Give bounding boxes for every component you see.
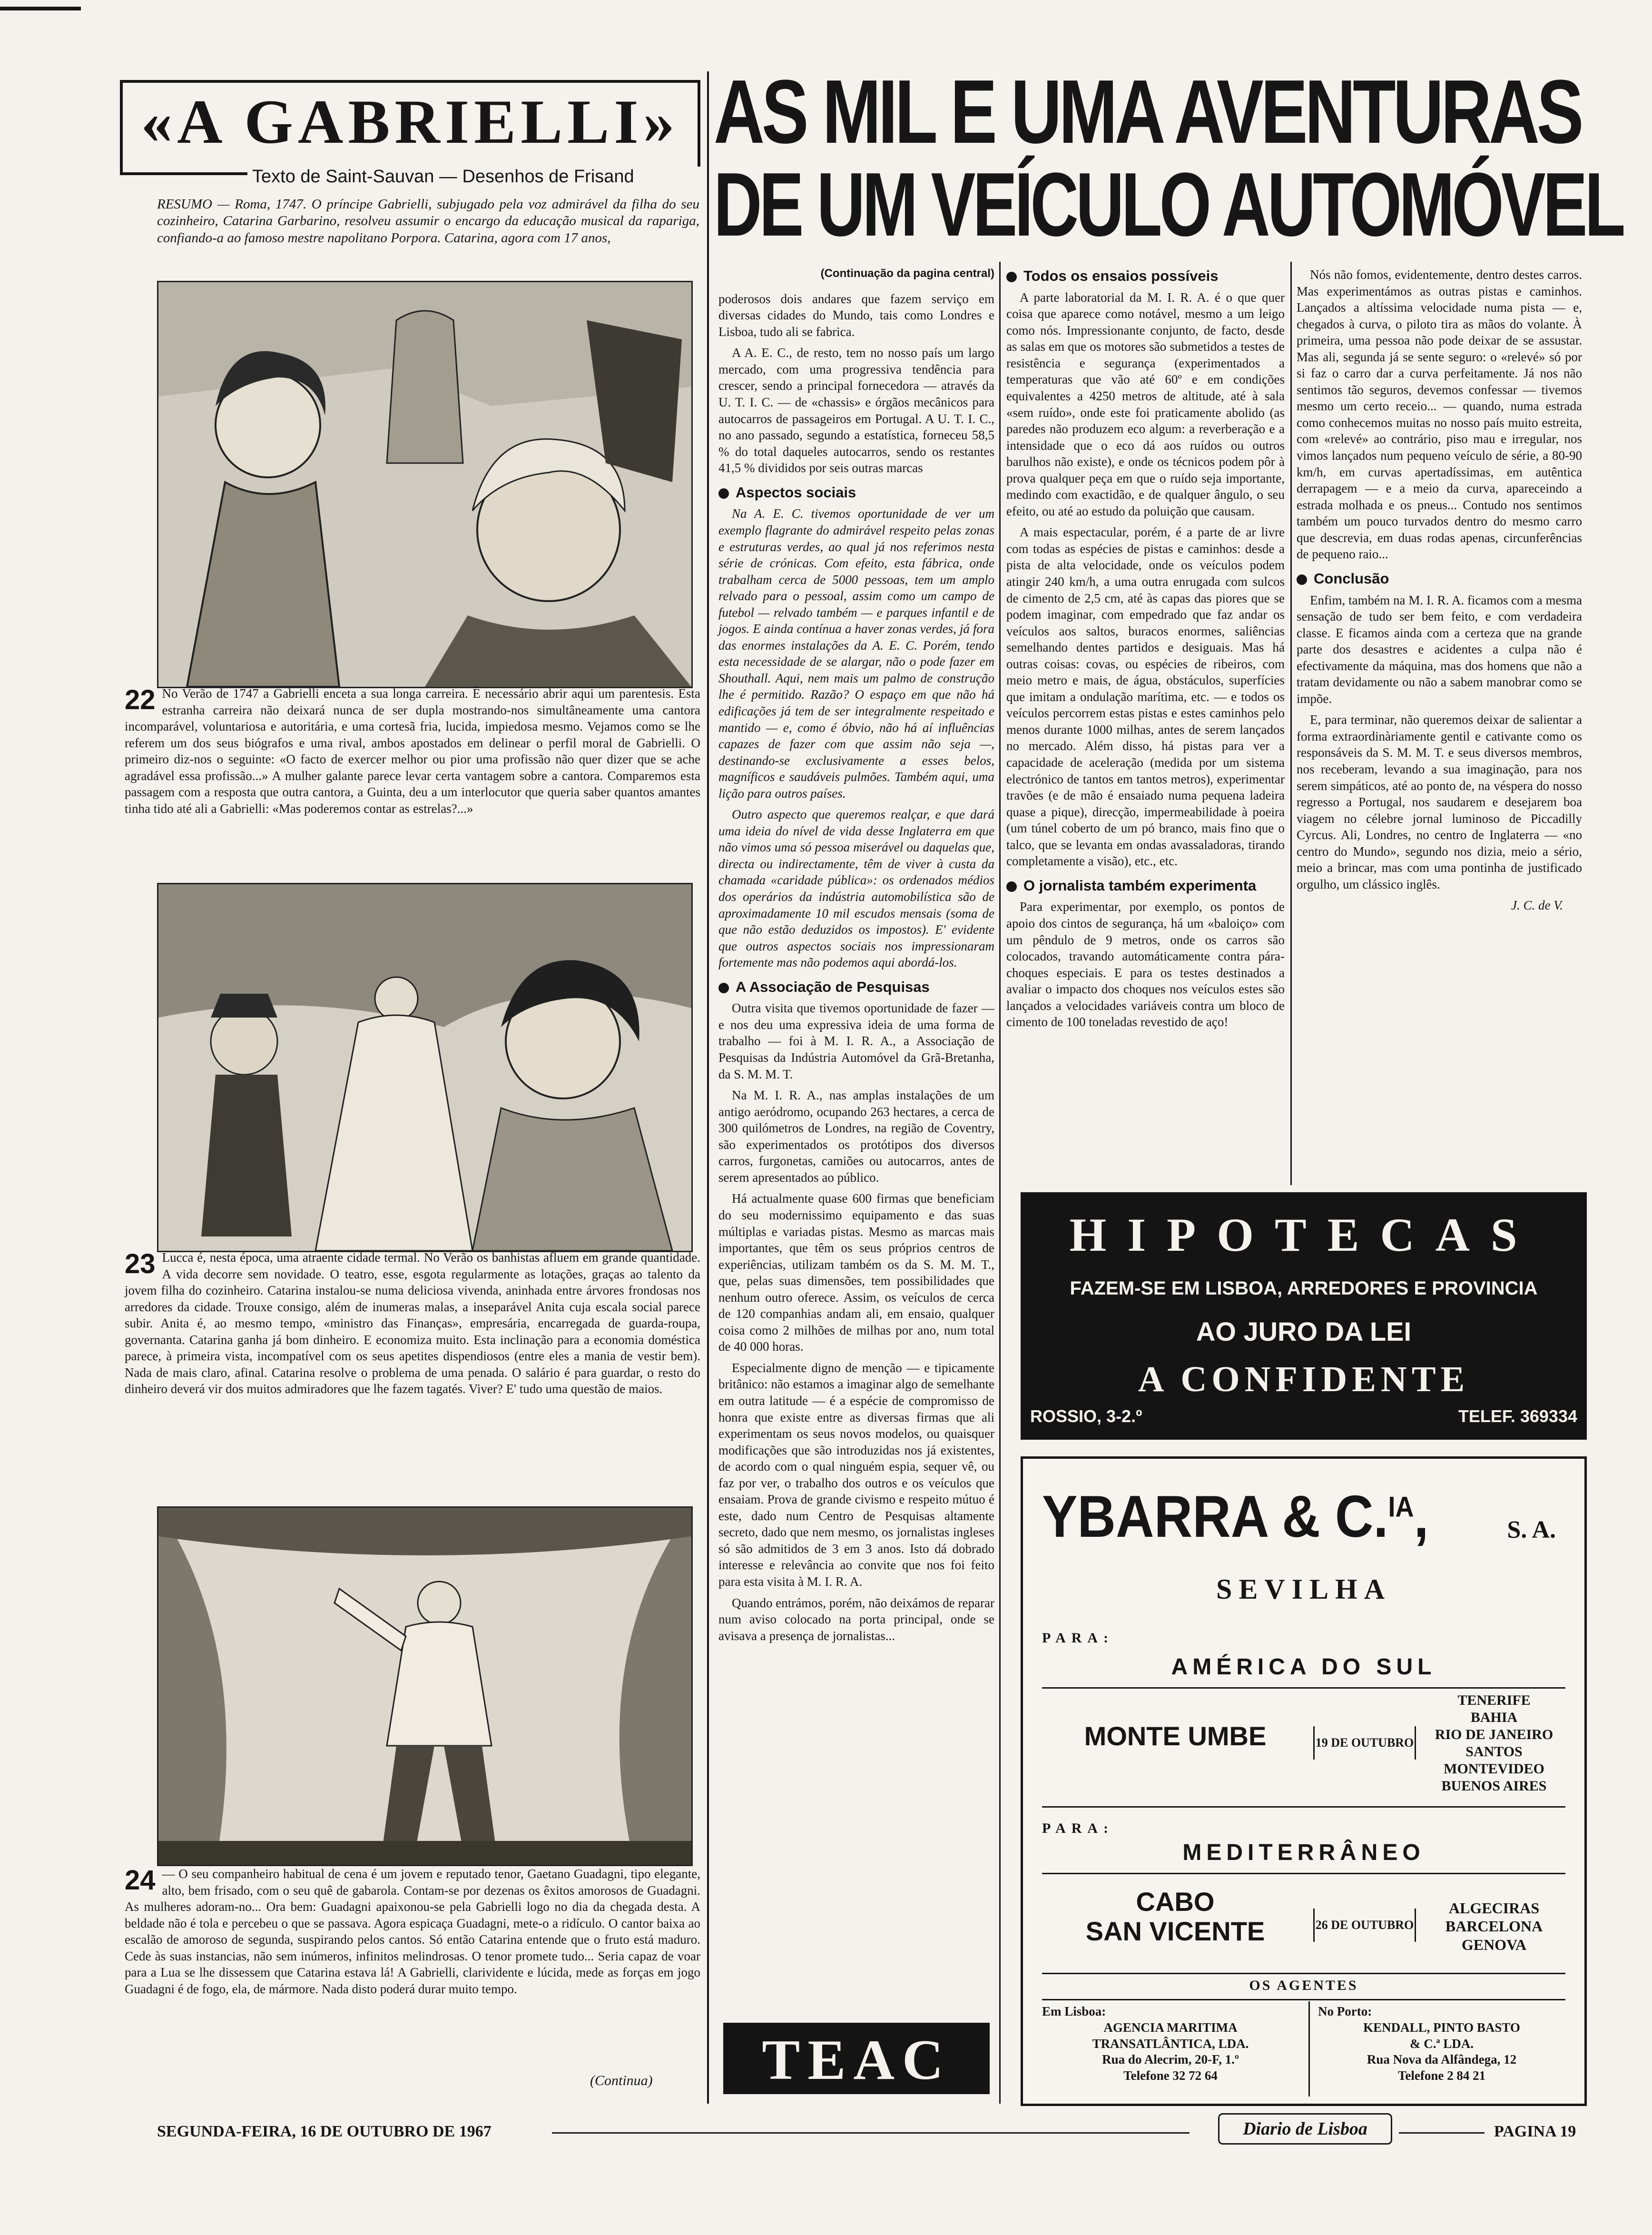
ad-teac xyxy=(723,2023,990,2094)
ybarra-para-2: PARA: xyxy=(1042,1820,1114,1836)
continuation-note: (Continuação da pagina central) xyxy=(820,267,994,280)
bullet-icon xyxy=(1297,574,1307,585)
article-paragraph: Especialmente digno de menção — e tipicamente britânico: não estamos a imaginar algo de semelhante em outra latitude — é a espécie de compromisso de honra que existe entre as diversas firmas que ali experimentam os seus novos modelos, ou quaisquer modificações que são introduzidas nos já existentes, de acordo com o qual ninguém espia, sequer vê, ou faz por ver, o trabalho dos outros e os veículos que ensaiam. Prova de grande civismo e respeito mútuo é este, dado num Centro de Pesquisas altamente secreto, dado que nem mesmo, os jornalistas ingleses só são admitidos de 3 em 3 anos. Isto dá dobrado interesse e relevância ao convite que nos foi feito para esta visita à M. I. R. A. xyxy=(718,1360,994,1589)
panel-number: 24 xyxy=(125,1865,156,1896)
illustration-panel-22 xyxy=(157,281,693,688)
ad-hipotecas-title: HIPOTECAS xyxy=(1069,1208,1538,1261)
article-paragraph: A mais espectacular, porém, é a parte de ar livre com todas as espécies de pistas e caminhos: desde a pista de alta velocidade, onde os veículos podem atingir 240 km/h, a uma outra enrugada com sulcos de cimento de 2,5 cm, até às capas das piores que se podem imaginar, com empedrado que faz andar os veículos aos saltos, buracos enormes, saliências semelhando dentes partidos e desiguais. Mas há outras coisas: covas, ou espécies de ribeiros, com meio metro e mais, de água, obstáculos, superfícies que imitam a ondulação marítima, etc. — e todos os veículos percorrem estas pistas e estes caminhos pelo menos durante 1000 milhas, antes de serem lançados no mercado. Além disso, há pistas para ver a capacidade de aceleração (medida por um sistema electrónico de tantos em tantos metros), experimentar travões (e de mão é ensaiado numa pequena ladeira quase a pique), direcção, impermeabilidade à poeira (um túnel coberto de um pó branco, mais fino que o talco, que se levanta em ondas avassaladoras, tirando completamente a visão), etc., etc. xyxy=(1006,525,1285,869)
port-name: MONTEVIDEO xyxy=(1444,1761,1544,1777)
ybarra-agents-title: OS AGENTES xyxy=(1249,1978,1358,1993)
footer-rule-left xyxy=(552,2132,1190,2134)
ybarra-ship-1: MONTE UMBE xyxy=(1084,1721,1267,1751)
article-headline-2: DE UM VEÍCULO AUTOMÓVEL xyxy=(714,154,1623,255)
subhead-ensaios: Todos os ensaios possíveis xyxy=(1006,267,1285,286)
article-paragraph: A parte laboratorial da M. I. R. A. é o que quer coisa que aparece como notável, mesmo a um leigo como nós. Impressionante conjunto, de facto, desde as salas em que os motores são submetidos a testes de resistência e segurança (experimentados a temperaturas que vão até 60º e em condições equivalentes a 4250 metros de altitude, até à sala «sem ruído», onde este foi praticamente abolido (as paredes não produzem eco algum: a reverberação e a intensidade que o eco dá aos ruídos ou outros barulhos não existe), e onde os técnicos podem pôr à prova qualquer peça em que o ruído seja importante, medindo com exactidão, e de qualquer ângulo, o seu efeito, ou até ao estudo da poluição que causam. xyxy=(1006,290,1285,518)
article-paragraph: Outro aspecto que queremos realçar, e que dará uma ideia do nível de vida desse Inglaterra em que não vimos uma só pessoa miserável ou daquelas que, directa ou indirectamente, têm de viver à custa da chamada «caridade pública»: os ordenados médios dos operários da indústria automobilística são de aproximadamente 10 mil escudos mensais (soma de que não estão deduzidos os impostos). E' evidente que outros aspectos sociais nos impressionaram fortemente mas não podemos aqui abordá-los. xyxy=(718,807,994,970)
article-paragraph: Nós não fomos, evidentemente, dentro destes carros. Mas experimentámos as outras pistas e caminhos. Lançados a altíssima velocidade numa pista — e, chegados à curva, o piloto tira as mãos do volante. À primeira, uma pessoa não pode deixar de se assustar. Mas ali, segunda já se sente seguro: o «relevé» só por si faz o carro dar a curva perfeitamente. Já nos não sentimos tão seguros, devemos confessar — tivemos mesmo um certo receio... — quando, numa estrada como conhecemos muitas no nosso país muito estreita, com «relevé» ao contrário, piso mau e irregular, nos vimos lançados num pequeno veículo de série, a 80-90 km/h, em curvas apertadíssimas, em autêntica derrapagem — e a meio da curva, apareceindo a estrada molhada e os pneus... Contudo nos sentimos também um pouco turvados dentro do mesmo carro que descrevia, em duas rodas apenas, circunferências de pequeno raio... xyxy=(1297,267,1582,562)
panel-22-text xyxy=(125,685,700,817)
bullet-icon xyxy=(1006,272,1017,282)
ad-hipotecas-line1: FAZEM-SE EM LISBOA, ARREDORES E PROVINCIA xyxy=(1070,1278,1538,1299)
port-name: GENOVA xyxy=(1461,1936,1527,1953)
gabrielli-title: «A GABRIELLI» xyxy=(141,87,679,157)
ybarra-ports-1 xyxy=(1418,1692,1570,1795)
footer-date: SEGUNDA-FEIRA, 16 DE OUTUBRO DE 1967 xyxy=(157,2123,498,2141)
article-column-3 xyxy=(1297,267,1582,914)
article-paragraph: A A. E. C., de resto, tem no nosso país um largo mercado, com uma progressiva tendência para crescer, sendo a principal fornecedora — através da U. T. I. C. — de «chassis» e órgãos mecânicos para autocarros de passageiros em Portugal. A U. T. I. C., no ano passado, segundo a estatística, forneceu 58,5 % do total daqueles autocarros, sendo os restantes 41,5 % divididos por seis outras marcas xyxy=(718,346,994,475)
article-paragraph: Há actualmente quase 600 firmas que beneficiam do seu modernissimo equipamento e das suas múltiplas e variadas pistas. Mesmo as marcas mais importantes, que têm os seus próprios centros de experiências, utilizam também os da S. M. M. T., que, pelas suas dimensões, tem possibilidades que nenhum outro oferece. Assim, os veículos de cerca de 120 companhias andam ali, em ensaio, qualquer coisa como 2 milhões de milhas por ano, num total de 40 000 horas. xyxy=(718,1191,994,1354)
teac-logo: TEAC xyxy=(762,2028,951,2091)
article-paragraph: Na M. I. R. A., nas amplas instalações de um antigo aeródromo, ocupando 263 hectares, a cerca de 300 quilómetros de Londres, na região de Coventry, são experimentados os protótipos dos diversos carros, furgonetas, camiões ou autocarros, antes de serem apresentados ao público. xyxy=(718,1088,994,1185)
port-name: ALGECIRAS xyxy=(1448,1899,1540,1917)
panel-caption: — O seu companheiro habitual de cena é um jovem e reputado tenor, Gaetano Guadagni, tipo elegante, alto, bem frisado, com o seu quê de gabarola. Contam-se por dezenas os êxitos amorosos de Guadagni. As mulheres adoram-no... Ora bem: Guadagni apaixonou-se pela Gabrielli logo no dia da chegada desta. A beldade não é tola e percebeu o que se passava. Agora espicaça Guadagni, mete-o a ridículo. O cantor baixa ao escalão de amoroso de segunda, suspirando pelos cantos. Só então Catarina entende que o fruto está maduro. Cede às suas instancias, não sem inúmeros, infinitos melindrosas. O tenor promete tudo... Seria capaz de voar para a Lua se lhe dissessem que Catarina estava lá! A Gabrielli, clarividente e lúcida, mede as forças em jogo Guadagni é de fogo, ela, de mármore. Nada disto poderá durar muito tempo. xyxy=(125,1867,700,1996)
panel-number: 23 xyxy=(125,1248,156,1279)
panel-24-text xyxy=(125,1866,700,1997)
column-rule-left xyxy=(707,71,709,2104)
article-column-1 xyxy=(718,267,994,1649)
subhead-aspectos: Aspectos sociais xyxy=(718,483,994,502)
ad-hipotecas-phone: TELEF. 369334 xyxy=(1458,1406,1577,1426)
port-name: BARCELONA xyxy=(1445,1918,1543,1935)
ybarra-para-1: PARA: xyxy=(1042,1630,1114,1646)
bullet-icon xyxy=(1006,881,1017,892)
bullet-icon xyxy=(718,983,729,993)
article-paragraph: Enfim, também na M. I. R. A. ficamos com a mesma sensação de tudo ser bem feito, e com verdadeira classe. E ficamos ainda com a certeza que na grande parte dos desastres e acidentes a culpa não é efectivamente da máquina, mas dos homens que não a tratam devidamente ou não a sabem manobrar como se impõe. xyxy=(1297,593,1582,706)
ybarra-route-1: AMÉRICA DO SUL xyxy=(1171,1654,1436,1680)
port-name: BAHIA xyxy=(1470,1710,1518,1725)
ybarra-divider xyxy=(1042,1687,1565,1689)
article-paragraph: Quando entrámos, porém, não deixámos de reparar num aviso colocado na porta principal, onde se avisava a presença de jornalistas... xyxy=(718,1595,994,1643)
ybarra-divider xyxy=(1042,1999,1565,2000)
footer-page-number: PAGINA 19 xyxy=(1494,2123,1576,2140)
ybarra-name: YBARRA & C.$^{IA}$, xyxy=(1042,1484,1429,1550)
port-name: TENERIFE xyxy=(1457,1692,1531,1708)
gabrielli-resumo: RESUMO — Roma, 1747. O príncipe Gabrielli, subjugado pela voz admirável da filha do seu cozinheiro, Catarina Garbarino, resolveu assumir o encargo da educação musical da rapariga, confiando-a ao famoso mestre napolitano Porpora. Catarina, agora com 17 anos, xyxy=(157,197,699,246)
article-paragraph: Na A. E. C. tivemos oportunidade de ver um exemplo flagrante do admirável respeito pelas zonas e estruturas verdes, ao qual já nos referimos nesta série de crónicas. Com efeito, esta fábrica, onde trabalham cerca de 5000 pessoas, tem um amplo relvado para o pessoal, assim como um campo de futebol — relvado também — e parques infantil e de jogos. E ainda contínua a haver zonas verdes, já fora das enormes instalações da A. E. C. Porém, tendo esta necessidade de se alargar, não o pode fazer em Shouthall. Aqui, nem mais um palmo de construção lhe é permitido. Razão? O espaço em que não há edificações já tem de ser integralmente respeitado e mantido — e, como é óbvio, não há aí influências capazes de fazer com que assim não seja —, destinando-se exclusivamente a esses belos, magníficos e saudáveis pulmões. Também aqui, uma lição para outros países. xyxy=(718,506,994,801)
article-signature: J. C. de V. xyxy=(1511,898,1563,913)
ybarra-city: SEVILHA xyxy=(1216,1573,1392,1605)
illustration-panel-24 xyxy=(157,1506,693,1866)
article-paragraph: Outra visita que tivemos oportunidade de fazer — e nos deu uma expressiva ideia de uma forma de trabalho — foi à M. I. R. A., a Associação de Pesquisas da Indústria Automóvel da Grã-Bretanha, da S. M. M. T. xyxy=(718,1001,994,1081)
ybarra-ship-2: CABO SAN VICENTE xyxy=(1085,1887,1265,1946)
article-paragraph: Para experimentar, por exemplo, os pontos de apoio dos cintos de segurança, há um «baloiço» com um pêndulo de 9 metros, onde os carros são colocados, travando automáticamente contra pára-choques especiais. E para os testes destinados a avaliar o impacto dos choques nos veículos estes são lançados a velocidades variáveis contra um bloco de cimento de 100 toneladas revestido de aço! xyxy=(1006,900,1285,1029)
ad-ybarra xyxy=(1021,1456,1587,2106)
footer-rule-right xyxy=(1399,2132,1485,2134)
panel-caption: Lucca é, nesta época, uma atraente cidade termal. No Verão os banhistas afluem em grande quantidade. A vida decorre sem novidade. O teatro, esse, esgota regularmente as lotações, graças ao talento da jovem filha do cozinheiro. Catarina instalou-se numa deliciosa vivenda, aninhada entre árvores frondosas nos arredores da cidade. Trouxe consigo, além de inumeras malas, a inseparável Anita cuja escala social parece subir. Anita é, ao mesmo tempo, «ministro das Finanças», empresária, encarregada de guarda-roupa, governanta. Catarina ganha já bom dinheiro. E economiza muito. Esta inclinação para a economia doméstica parece, à primeira vista, incompatível com os seus apetites dispendiosos (entre eles a mania de vestir bem). Nada de mais claro, afinal. Catarina resolve o problema de uma penada. O salário é para guardar, o resto do dinheiro deverá vir dos muitos admiradores que lhe fazem tagatés. Viver? E' tudo uma questão de maios. xyxy=(125,1250,700,1396)
subhead-conclusao: Conclusão xyxy=(1297,569,1582,588)
ad-hipotecas-line3: A CONFIDENTE xyxy=(1138,1359,1470,1399)
top-rule xyxy=(0,7,81,10)
ybarra-divider xyxy=(1042,1873,1565,1874)
ybarra-route-2: MEDITERRÂNEO xyxy=(1182,1840,1425,1865)
port-name: RIO DE JANEIRO xyxy=(1435,1727,1554,1742)
subhead-jornalista: O jornalista também experimenta xyxy=(1006,876,1285,895)
port-name: BUENOS AIRES xyxy=(1441,1778,1547,1794)
port-name: SANTOS xyxy=(1465,1744,1523,1760)
column-rule-mid xyxy=(999,262,1001,2104)
article-column-2 xyxy=(1006,267,1285,1035)
footer-masthead: Diario de Lisboa xyxy=(1218,2113,1392,2145)
ybarra-divider xyxy=(1042,1806,1565,1808)
ybarra-agent-lisboa: Em Lisboa: AGENCIA MARITIMA TRANSATLÂNTICA, LDA. Rua do Alecrim, 20-F, 1.º Telefone 32 72 64 xyxy=(1042,2004,1249,2083)
ybarra-ports-2 xyxy=(1418,1899,1570,1954)
article-paragraph: E, para terminar, não queremos deixar de salientar a forma extraordinàriamente gentil e cativante como os responsáveis da S. M. M. T. e seus diversos membros, nos receberam, levando a sua imaginação, para nos serem simpáticos, até ao ponto de, na véspera do nosso regresso a Portugal, nos saudarem e desejarem boa viagem no célebre jornal luminoso de Piccadilly Cyrcus. Ali, Londres, no centro de Inglaterra — «no centro do Mundo», segundo nos dizia, meio a sério, meio a brincar, mas com uma pontinha de justificado orgulho, um clássico inglês. xyxy=(1297,712,1582,891)
continua-label: (Continua) xyxy=(590,2073,653,2088)
panel-number: 22 xyxy=(125,684,156,715)
subhead-associacao: A Associação de Pesquisas xyxy=(718,978,994,997)
ybarra-sa: S. A. xyxy=(1507,1516,1556,1543)
ad-hipotecas xyxy=(1021,1192,1587,1440)
illustration-panel-23 xyxy=(157,883,693,1252)
panel-23-text xyxy=(125,1249,700,1397)
ybarra-date-2: 26 DE OUTUBRO xyxy=(1313,1909,1416,1942)
ybarra-date-1: 19 DE OUTUBRO xyxy=(1313,1726,1416,1760)
article-headline-1: AS MIL E UMA AVENTURAS xyxy=(714,61,1581,162)
panel-caption: No Verão de 1747 a Gabrielli enceta a sua longa carreira. É necessário abrir aqui um parentesis. Esta estranha carreira não deixará nunca de ser dupla mostrando-nos simultâneamente uma cantora incomparável, voluntariosa e autoritária, e uma cortesã fria, lucida, impiedosa mesmo. Vejamos como se lhe referem um dos seus biógrafos e uma rival, ambos apostados em delinear o perfil moral de Gabrielli. O primeiro diz-nos o seguinte: «O facto de exercer melhor ou pior uma profissão não quer dizer que se ache agradável essa profissão...» A mulher galante parece levar certa vantagem sobre a cantora. Comparemos esta passagem com a resposta que outra cantora, a Guinta, deu a um interlocutor que queria saber quantos amantes tinha tido até ali a Gabrielli: «Mas poderemos contar as estrelas?...» xyxy=(125,686,700,816)
ad-hipotecas-address: ROSSIO, 3-2.º xyxy=(1030,1406,1142,1426)
column-rule-right xyxy=(1290,262,1292,1185)
bullet-icon xyxy=(718,488,729,499)
gabrielli-credits: Texto de Saint-Sauvan — Desenhos de Frisand xyxy=(247,167,733,187)
ybarra-agent-porto: No Porto: KENDALL, PINTO BASTO & C.ª LDA. Rua Nova da Alfândega, 12 Telefone 2 84 21 xyxy=(1318,2004,1520,2083)
ybarra-agent-divider xyxy=(1308,2001,1310,2097)
ybarra-divider xyxy=(1042,1973,1565,1974)
gabrielli-title-box xyxy=(120,80,700,175)
article-paragraph: poderosos dois andares que fazem serviço em diversas cidades do Mundo, tais como Londres e Lisboa, tudo ali se fabrica. xyxy=(718,291,994,339)
ad-hipotecas-line2: AO JURO DA LEI xyxy=(1196,1316,1412,1346)
